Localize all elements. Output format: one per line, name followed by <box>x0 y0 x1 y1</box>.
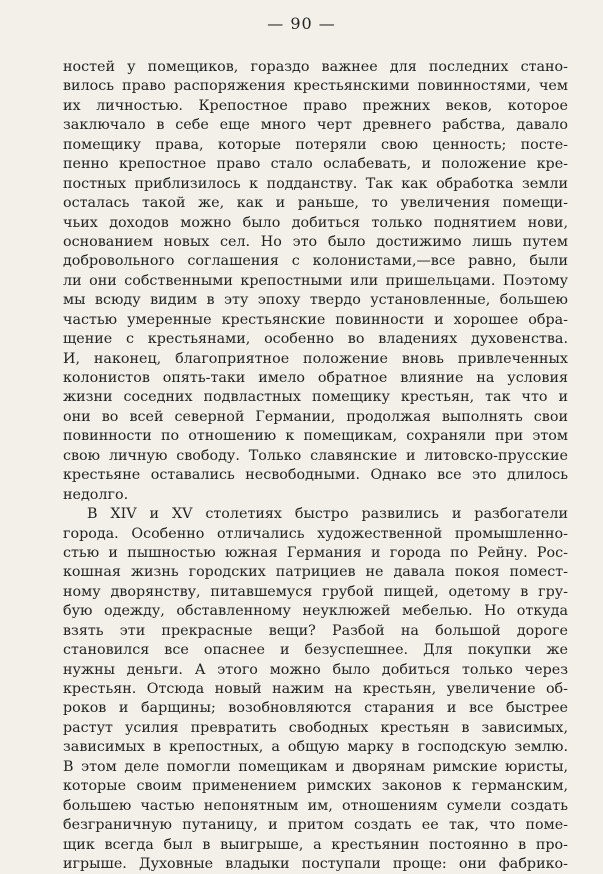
text-line: которые своим применением римских законов к германским, <box>63 778 568 795</box>
text-line: мы всюду видим в эту эпоху твердо установленные, большею <box>63 292 568 309</box>
text-line: щик всегда был в выигрыше, а крестьянин постоянно в про- <box>63 836 568 853</box>
text-line: роков и барщины; возобновляются старания и все быстрее <box>63 700 568 717</box>
text-line: И, наконец, благоприятное положение вновь привлеченных <box>63 350 568 367</box>
text-line: В этом деле помогли помещикам и дворянам римские юристы, <box>63 758 568 775</box>
text-line: повинности по отношению к помещикам, сохраняли при этом <box>63 428 568 445</box>
text-line: игрыше. Духовные владыки поступали проще: они фабрико- <box>63 855 568 872</box>
text-line: бую одежду, обставленному неуклюжей мебелью. Но откуда <box>63 603 568 620</box>
text-line: крестьян. Отсюда новый нажим на крестьян, увеличение об- <box>63 681 568 697</box>
text-line: зависимых в крепостных, а общую марку в господскую землю. <box>63 739 568 756</box>
text-line: ностей у помещиков, гораздо важнее для последних стано- <box>63 59 568 75</box>
text-line: становился все опаснее и безуспешнее. Для покупки же <box>63 642 568 659</box>
text-line: заключало в себе еще много черт древнего рабства, давало <box>63 117 568 134</box>
text-line: основанием новых сел. Но это было достижимо лишь путем <box>63 233 568 250</box>
text-line: ли они собственными крепостными или пришельцами. Поэтому <box>63 272 568 289</box>
text-line: пенно крепостное право стало ослабевать, и положение кре- <box>63 156 568 173</box>
text-line: постных приблизилось к подданству. Так как обработка земли <box>63 175 568 192</box>
text-line: чьих доходов можно было добиться только поднятием нови, <box>63 214 568 231</box>
text-line: недолго. <box>63 486 129 503</box>
text-line: их личностью. Крепостное право прежних веков, которое <box>63 97 568 114</box>
text-line: крестьяне оставались несвободными. Однако все это длилось <box>63 467 568 484</box>
page-number: — 90 — <box>267 14 336 33</box>
text-line: свою личную свободу. Только славянские и литовско-прусские <box>63 447 568 464</box>
text-line: они во всей северной Германии, продолжая выполнять свои <box>63 408 568 425</box>
text-line: частью умеренные крестьянские повинности и хорошее обра- <box>63 311 568 328</box>
text-line: щение с крестьянами, особенно во владениях духовенства. <box>63 331 568 348</box>
text-line: города. Особенно отличались художественной промышленно- <box>63 525 568 542</box>
paragraph-1 <box>63 58 568 505</box>
text-line: ному дворянству, питавшемуся грубой пищей, одетому в гру- <box>63 583 568 600</box>
text-line: взять эти прекрасные вещи? Разбой на большой дороге <box>63 622 568 639</box>
text-line: нужны деньги. А этого можно было добиться только через <box>63 661 568 678</box>
text-line: растут усилия превратить свободных крестьян в зависимых, <box>63 719 568 736</box>
text-line: безграничную путаницу, и притом создать ее так, что поме- <box>63 817 568 834</box>
text-line: добровольного соглашения с колонистами,—все равно, были <box>63 253 568 270</box>
text-line: вилось право распоряжения крестьянскими повинностями, чем <box>63 78 568 95</box>
text-line: В XIV и XV столетиях быстро развились и разбогатели <box>87 506 568 523</box>
text-line: стью и пышностью южная Германия и города по Рейну. Рос- <box>63 544 568 561</box>
body-text <box>63 58 568 874</box>
text-line: колонистов опять-таки имело обратное влияние на условия <box>63 370 568 386</box>
text-line: кошная жизнь городских патрициев не давала покоя помест- <box>63 564 568 581</box>
text-line: помещику права, которые потеряли свою ценность; посте- <box>63 136 568 153</box>
text-line: осталась такой же, как и раньше, то увеличения помещи- <box>63 195 568 212</box>
text-line: большею частью непонятным им, отношениям сумели создать <box>63 797 568 814</box>
text-line: жизни соседних подвластных помещику крестьян, так что и <box>63 389 568 406</box>
paragraph-2 <box>63 505 568 874</box>
